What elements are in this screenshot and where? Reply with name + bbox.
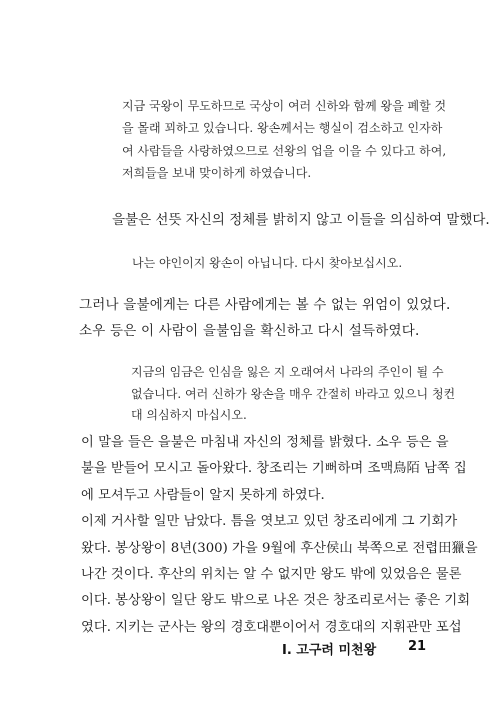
text-line: 나는 야인이지 왕손이 아닙니다. 다시 찾아보십시오. <box>132 256 403 270</box>
text-line: 지금의 임금은 인심을 잃은 지 오래여서 나라의 주인이 될 수 <box>131 365 444 379</box>
text-line: 여 사람들을 사랑하였으므로 선왕의 업을 이을 수 있다고 하여, <box>122 143 447 158</box>
paragraph-2 <box>79 292 451 344</box>
page-number: 21 <box>408 639 427 654</box>
text-line: 왔다. 봉상왕이 8년(300) 가을 9월에 후산侯山 북쪽으로 전렵田獵을 <box>81 540 478 556</box>
text-line: 지금 국왕이 무도하므로 국상이 여러 신하와 함께 왕을 폐할 것 <box>122 99 447 113</box>
text-line: 나간 것이다. 후산의 위치는 알 수 없지만 왕도 밖에 있었음은 물론 <box>81 567 462 583</box>
paragraph-3 <box>81 430 478 641</box>
text-line: 대 의심하지 마십시오. <box>131 408 247 422</box>
running-header-section: Ⅰ. 고구려 미천왕 <box>282 643 377 658</box>
quote-block-1 <box>122 95 447 184</box>
text-line: 였다. 지키는 군사는 왕의 경호대뿐이어서 경호대의 지휘관만 포섭 <box>81 619 462 635</box>
text-line: 을 몰래 꾀하고 있습니다. 왕손께서는 행실이 검소하고 인자하 <box>122 121 443 136</box>
text-line: 소우 등은 이 사람이 을불임을 확신하고 다시 설득하였다. <box>79 323 420 339</box>
text-line: 이다. 봉상왕이 일단 왕도 밖으로 나온 것은 창조리로서는 좋은 기회 <box>81 593 471 609</box>
text-line: 이제 거사할 일만 남았다. 틈을 엿보고 있던 창조리에게 그 기회가 <box>81 514 458 530</box>
quote-block-2 <box>132 252 402 274</box>
page-footer <box>282 639 432 659</box>
text-line: 에 모셔두고 사람들이 알지 못하게 하였다. <box>81 487 325 503</box>
text-line: 을불은 선뜻 자신의 정체를 밝히지 않고 이들을 의심하여 말했다. <box>112 212 490 228</box>
paragraph-1 <box>112 209 490 231</box>
text-line: 이 말을 들은 을불은 마침내 자신의 정체를 밝혔다. 소우 등은 을 <box>81 435 449 450</box>
text-line: 불을 받들어 모시고 돌아왔다. 창조리는 기뻐하며 조맥鳥陌 남쪽 집 <box>81 461 467 477</box>
text-line: 그러나 을불에게는 다른 사람에게는 볼 수 없는 위엄이 있었다. <box>79 297 451 313</box>
text-line: 저희들을 보내 맞이하게 하였습니다. <box>122 165 312 180</box>
text-line: 없습니다. 여러 신하가 왕손을 매우 간절히 바라고 있으니 청컨 <box>131 386 456 401</box>
quote-block-3 <box>131 362 456 427</box>
